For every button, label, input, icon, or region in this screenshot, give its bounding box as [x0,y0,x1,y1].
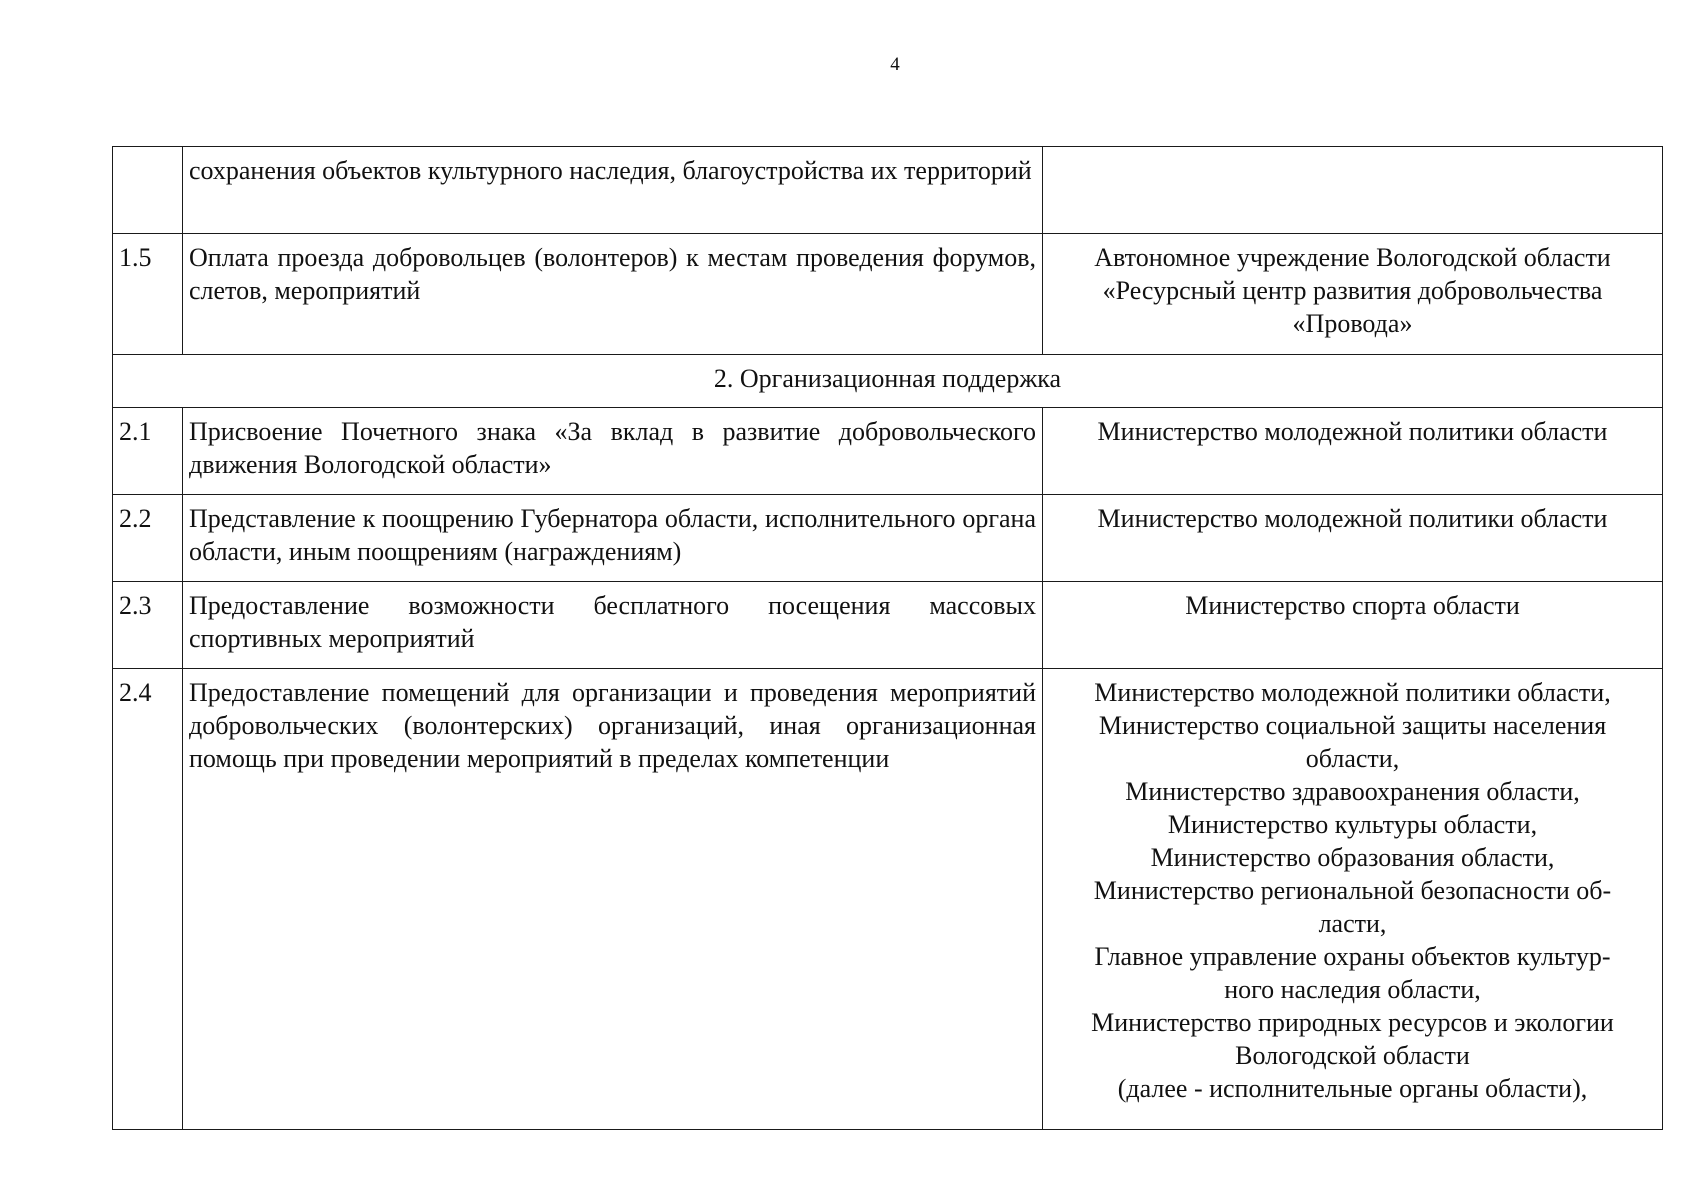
row-description: Предоставление возможности бесплатного посещения массовых спортивных мероприятий [183,582,1043,669]
row-responsible [1043,582,1663,669]
row-responsible [1043,408,1663,495]
row-responsible [1043,669,1663,1130]
row-number: 2.2 [113,495,183,582]
row-description: сохранения объектов культурного наследия, благоустройства их территорий [183,147,1043,234]
responsible-line: «Провода» [1292,309,1413,338]
row-responsible [1043,234,1663,355]
table-row [113,408,1663,495]
responsible-line: Министерство молодежной политики области, [1094,678,1611,707]
row-description: Присвоение Почетного знака «За вклад в развитие добровольческого движения Вологодской области» [183,408,1043,495]
table-row [113,669,1663,1130]
table-row [113,495,1663,582]
responsible-line: Министерство образования области, [1150,843,1555,872]
responsible-line: Главное управление охраны объектов культур- [1094,942,1611,971]
responsible-line: Министерство молодежной политики области [1097,504,1608,533]
responsible-line: Министерство молодежной политики области [1097,417,1608,446]
responsible-line: Министерство природных ресурсов и экологии [1091,1008,1614,1037]
responsible-line: (далее - исполнительные органы области), [1117,1074,1588,1103]
row-description: Предоставление помещений для организации и проведения мероприятий добровольческих (волонтерских) организаций, иная организационная помощь при проведении мероприятий в пределах компетенции [183,669,1043,1130]
table-row [113,582,1663,669]
responsible-line: Министерство социальной защиты населения [1098,711,1607,740]
page-number: 4 [890,54,900,75]
row-number [113,147,183,234]
responsible-line: ласти, [1318,909,1387,938]
row-number: 2.4 [113,669,183,1130]
section-header-row [113,355,1663,408]
row-responsible [1043,147,1663,234]
responsible-line: Министерство здравоохранения области, [1125,777,1580,806]
row-number: 2.1 [113,408,183,495]
responsible-line: Вологодской области [1235,1041,1470,1070]
row-number: 1.5 [113,234,183,355]
responsible-line: «Ресурсный центр развития добровольчества [1102,276,1603,305]
responsible-line: ного наследия области, [1224,975,1481,1004]
section-title: 2. Организационная поддержка [113,355,1663,408]
responsible-line: области, [1305,744,1400,773]
row-number: 2.3 [113,582,183,669]
measures-table [112,146,1663,1130]
responsible-line: Автономное учреждение Вологодской области [1094,243,1611,272]
responsible-line: Министерство культуры области, [1167,810,1538,839]
row-description: Оплата проезда добровольцев (волонтеров) к местам проведения форумов, слетов, мероприятий [183,234,1043,355]
responsible-line: Министерство региональной безопасности об- [1093,876,1612,905]
table-row [113,234,1663,355]
table-row [113,147,1663,234]
row-responsible [1043,495,1663,582]
responsible-line: Министерство спорта области [1185,591,1520,620]
row-description: Представление к поощрению Губернатора области, исполнительного органа области, иным поощрениям (награждениям) [183,495,1043,582]
